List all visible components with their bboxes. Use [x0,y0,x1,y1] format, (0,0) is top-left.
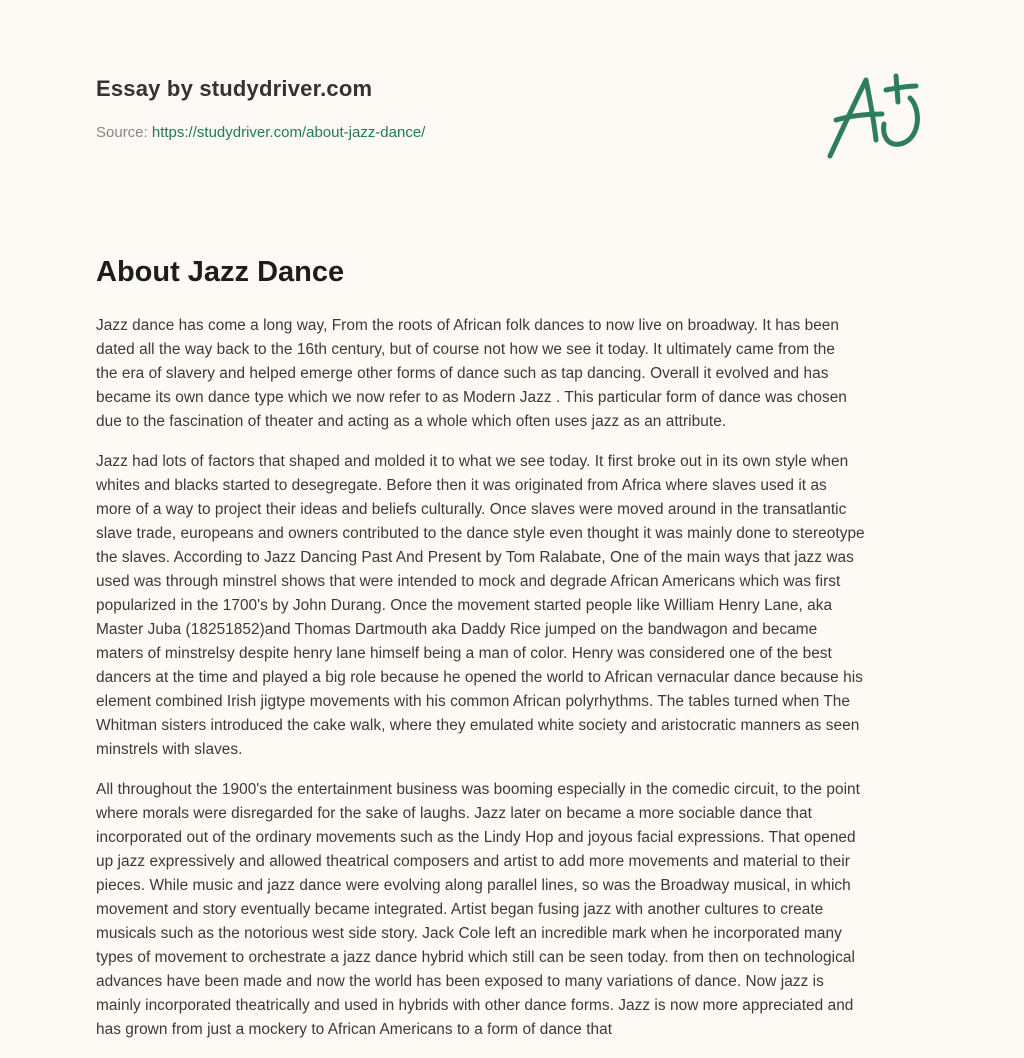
page-header [96,76,425,141]
source-link[interactable]: https://studydriver.com/about-jazz-dance/ [151,124,426,141]
text-line: due to the fascination of theater and acting as a whole which often uses jazz as an attribute. [96,413,727,430]
text-line: popularized in the 1700's by John Durang. Once the movement started people like William Henry Lane, aka [96,597,833,614]
text-line: Master Juba (18251852)and Thomas Dartmouth aka Daddy Rice jumped on the bandwagon and became [96,621,818,638]
text-line: mainly incorporated theatrically and used in hybrids with other dance forms. Jazz is now more appreciated and [96,997,854,1014]
text-line: Whitman sisters introduced the cake walk, where they emulated white society and aristocratic manners as seen [96,717,860,734]
text-line: dancers at the time and played a big role because he opened the world to African vernacular dance because his [96,669,863,686]
text-line: more of a way to project their ideas and beliefs culturally. Once slaves were moved around in the transatlantic [96,501,847,518]
text-line: whites and blacks started to desegregate. Before then it was originated from Africa where slaves used it as [96,477,827,494]
essay-title: About Jazz Dance [96,256,345,288]
text-line: types of movement to orchestrate a jazz dance hybrid which still can be seen today. from then on technological [96,949,855,966]
text-line: All throughout the 1900's the entertainment business was booming especially in the comedic circuit, to the point [96,781,860,798]
text-line: up jazz expressively and allowed theatrical composers and artist to add more movements and material to their [96,853,850,870]
text-line: element combined Irish jigtype movements with his common African polyrhythms. The tables turned when The [96,693,850,710]
essay-body [96,314,936,1058]
a-plus-grade-icon [824,70,928,162]
source-label: Source: [96,124,148,141]
source-line [96,124,425,141]
text-line: advances have been made and now the world has been exposed to many variations of dance. Now jazz is [96,973,824,990]
text-line: Jazz had lots of factors that shaped and molded it to what we see today. It first broke out in its own style when [96,453,849,470]
text-line: incorporated out of the ordinary movements such as the Lindy Hop and joyous facial expressions. That opened [96,829,856,846]
site-title: Essay by studydriver.com [96,76,373,101]
text-line: slave trade, europeans and owners contributed to the dance style even thought it was mainly done to stereotype [96,525,865,542]
paragraph-1 [96,314,936,434]
paragraph-3 [96,778,936,1042]
text-line: the era of slavery and helped emerge other forms of dance such as tap dancing. Overall it evolved and has [96,365,829,382]
text-line: used was through minstrel shows that were intended to mock and degrade African Americans which was first [96,573,841,590]
text-line: musicals such as the notorious west side story. Jack Cole left an incredible mark when he incorporated many [96,925,842,942]
text-line: Jazz dance has come a long way, From the roots of African folk dances to now live on broadway. It has been [96,317,840,334]
text-line: the slaves. According to Jazz Dancing Past And Present by Tom Ralabate, One of the main ways that jazz was [96,549,854,566]
text-line: pieces. While music and jazz dance were evolving along parallel lines, so was the Broadway musical, in which [96,877,851,894]
text-line: maters of minstrelsy despite henry lane himself being a man of color. Henry was considered one of the best [96,645,832,662]
text-line: movement and story eventually became integrated. Artist began fusing jazz with another cultures to create [96,901,824,918]
text-line: dated all the way back to the 16th century, but of course not how we see it today. It ultimately came from the [96,341,835,358]
text-line: has grown from just a mockery to African Americans to a form of dance that [96,1021,613,1038]
paragraph-2 [96,450,936,762]
text-line: became its own dance type which we now refer to as Modern Jazz . This particular form of dance was chosen [96,389,847,406]
text-line: where morals were disregarded for the sake of laughs. Jazz later on became a more sociable dance that [96,805,812,822]
text-line: minstrels with slaves. [96,741,243,758]
